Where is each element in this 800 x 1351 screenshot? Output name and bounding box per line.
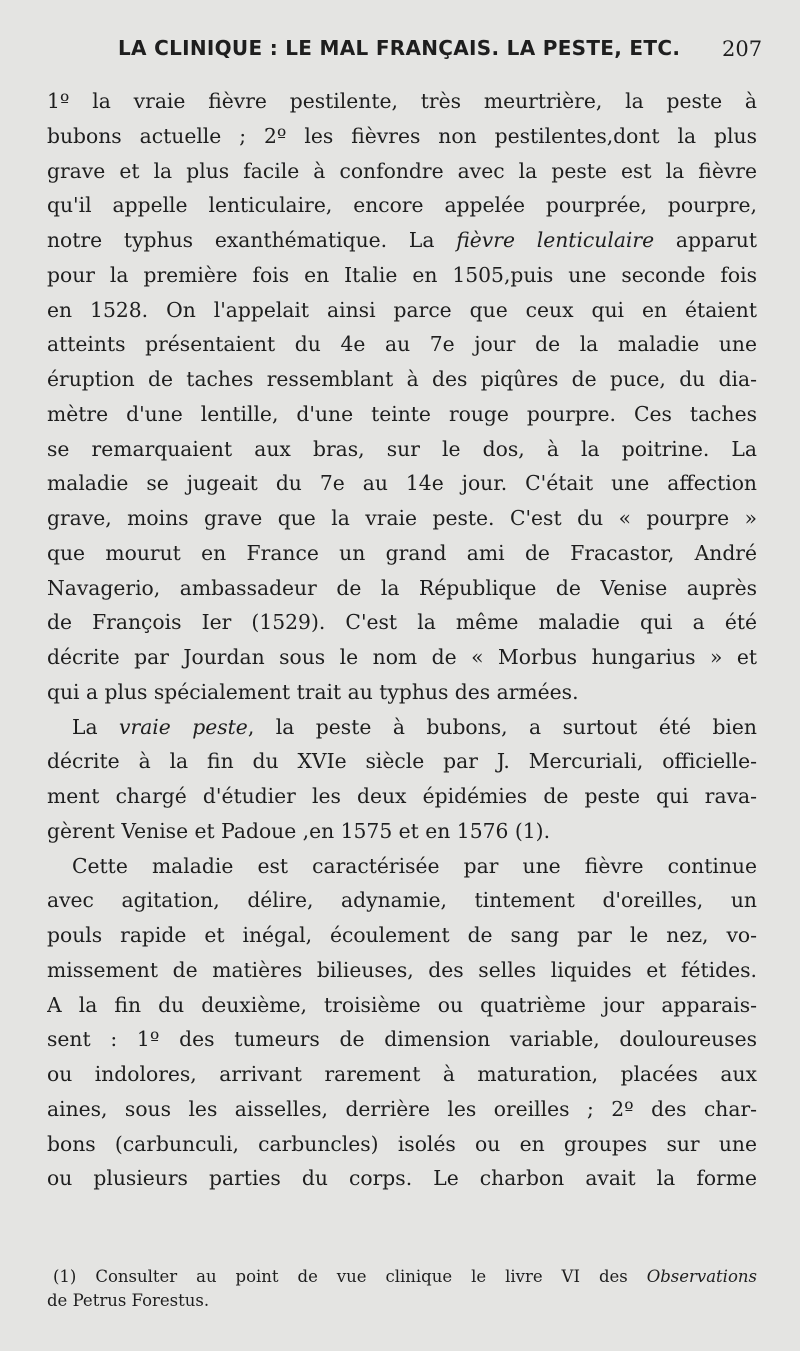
text-line: que mourut en France un grand ami de Fracastor, André bbox=[47, 540, 757, 565]
text-line: notre typhus exanthématique. La fièvre lenticulaire apparut bbox=[47, 228, 757, 252]
text-line: qui a plus spécialement trait au typhus des armées. bbox=[47, 679, 579, 704]
text-line: atteints présentaient du 4e au 7e jour de la maladie une bbox=[47, 332, 757, 357]
text-line: de François Ier (1529). C'est la même maladie qui a été bbox=[47, 610, 757, 635]
text-line: pour la première fois en Italie en 1505,puis une seconde fois bbox=[47, 262, 757, 287]
text-line: missement de matières bilieuses, des selles liquides et fétides. bbox=[47, 957, 757, 982]
text-line: ou plusieurs parties du corps. Le charbon avait la forme bbox=[47, 1166, 757, 1191]
text-line: aines, sous les aisselles, derrière les oreilles ; 2º des char- bbox=[47, 1096, 757, 1121]
text-line: décrite par Jourdan sous le nom de « Morbus hungarius » et bbox=[47, 645, 757, 669]
text-line: gèrent Venise et Padoue ,en 1575 et en 1576 (1). bbox=[47, 818, 551, 843]
text-line: en 1528. On l'appelait ainsi parce que ceux qui en étaient bbox=[47, 297, 757, 322]
text-line: bubons actuelle ; 2º les fièvres non pestilentes,dont la plus bbox=[47, 123, 757, 148]
text-line: Cette maladie est caractérisée par une fièvre continue bbox=[72, 853, 757, 878]
text-line: maladie se jugeait du 7e au 14e jour. C'était une affection bbox=[47, 471, 757, 496]
page-header bbox=[0, 36, 800, 68]
text-line: décrite à la fin du XVIe siècle par J. Mercuriali, officielle- bbox=[47, 749, 757, 774]
text-line: bons (carbunculi, carbuncles) isolés ou en groupes sur une bbox=[47, 1131, 757, 1156]
text-line: ou indolores, arrivant rarement à maturation, placées aux bbox=[47, 1062, 757, 1086]
text-line: Navagerio, ambassadeur de la République de Venise auprès bbox=[47, 575, 757, 600]
running-title: LA CLINIQUE : LE MAL FRANÇAIS. LA PESTE, ETC. bbox=[118, 36, 681, 60]
body-text bbox=[47, 84, 757, 1196]
text-line: 1º la vraie fièvre pestilente, très meurtrière, la peste à bbox=[47, 89, 757, 113]
text-line: se remarquaient aux bras, sur le dos, à la poitrine. La bbox=[47, 436, 757, 461]
footnote-line: (1) Consulter au point de vue clinique le livre VI des Observations bbox=[53, 1267, 757, 1286]
text-line: A la fin du deuxième, troisième ou quatrième jour apparais- bbox=[47, 992, 757, 1017]
text-line: éruption de taches ressemblant à des piqûres de puce, du dia- bbox=[47, 367, 757, 391]
text-line: La vraie peste, la peste à bubons, a surtout été bien bbox=[72, 714, 757, 739]
text-line: avec agitation, délire, adynamie, tintement d'oreilles, un bbox=[47, 888, 757, 913]
text-line: ment chargé d'étudier les deux épidémies de peste qui rava- bbox=[47, 784, 757, 808]
text-line: sent : 1º des tumeurs de dimension variable, douloureuses bbox=[47, 1027, 757, 1052]
text-line: grave et la plus facile à confondre avec la peste est la fièvre bbox=[47, 158, 757, 183]
footnote bbox=[47, 1265, 757, 1313]
text-line: grave, moins grave que la vraie peste. C'est du « pourpre » bbox=[47, 506, 757, 530]
text-line: mètre d'une lentille, d'une teinte rouge pourpre. Ces taches bbox=[47, 401, 757, 426]
page-number: 207 bbox=[722, 37, 763, 61]
text-line: pouls rapide et inégal, écoulement de sang par le nez, vo- bbox=[47, 923, 757, 947]
footnote-line: de Petrus Forestus. bbox=[47, 1291, 210, 1310]
text-line: qu'il appelle lenticulaire, encore appelée pourprée, pourpre, bbox=[47, 193, 757, 218]
